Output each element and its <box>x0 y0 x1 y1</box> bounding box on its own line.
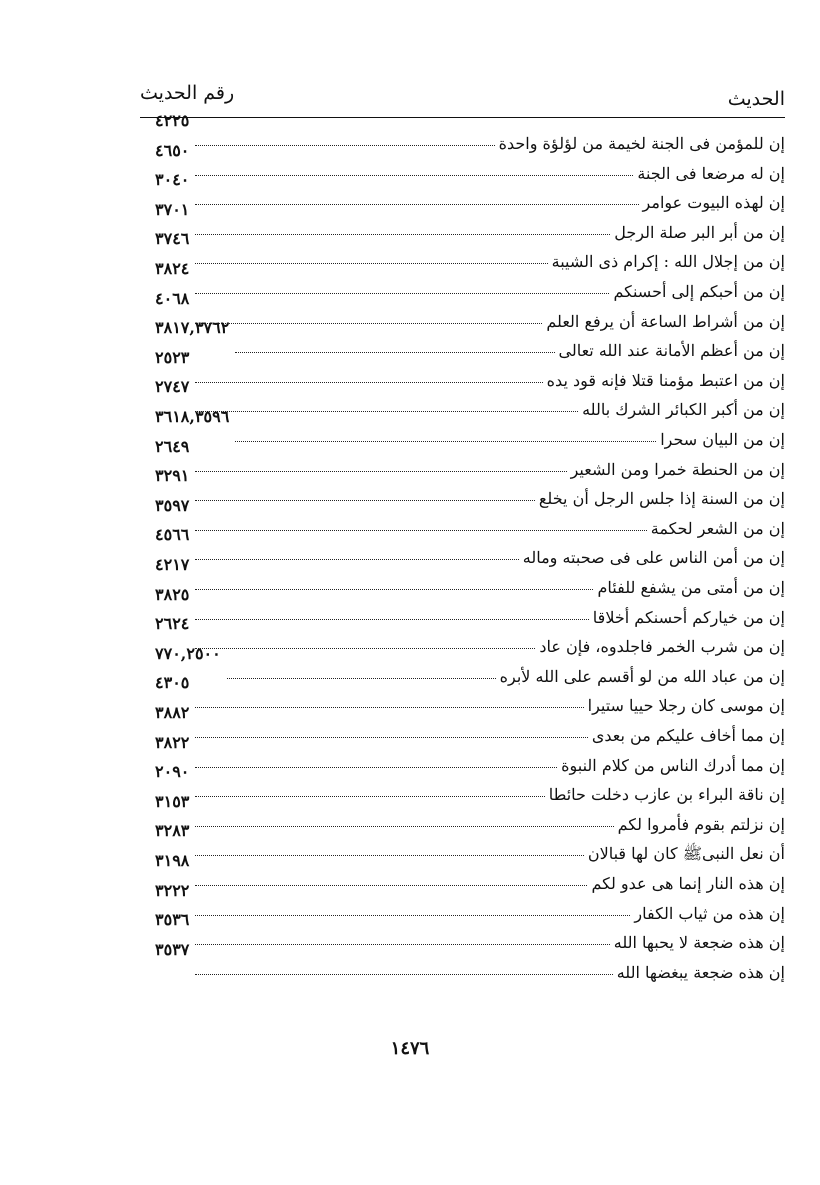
dot-leader <box>227 678 496 679</box>
index-entry <box>155 111 785 155</box>
dot-leader <box>195 471 566 472</box>
dot-leader <box>195 293 609 294</box>
hadith-number: ٣٧٤٦ <box>155 229 190 249</box>
hadith-text: إن من أبر البر صلة الرجل <box>614 222 785 242</box>
hadith-text: إن من أعظم الأمانة عند الله تعالى <box>558 341 785 361</box>
dot-leader <box>195 885 587 886</box>
page-number: ١٤٧٦ <box>390 1038 430 1059</box>
hadith-number: ٣١٩٨ <box>155 851 190 870</box>
dot-leader <box>195 559 518 560</box>
hadith-text: إن من اعتبط مؤمنا قتلا فإنه قود يده <box>546 370 785 390</box>
page-header <box>140 82 785 116</box>
hadith-text: إن نزلتم بقوم فأمروا لكم <box>617 814 785 834</box>
hadith-number: ٤٢١٧ <box>155 555 190 574</box>
dot-leader <box>195 707 583 708</box>
hadith-text: إن موسى كان رجلا حييا ستيرا <box>587 696 785 716</box>
hadith-text: إن هذه ضجعة يبغضها الله <box>616 962 785 982</box>
header-divider <box>140 117 785 118</box>
hadith-number: ٣٥٩٧ <box>155 495 190 515</box>
hadith-number: ٣٨٢٤ <box>155 259 190 278</box>
dot-leader <box>195 530 646 531</box>
hadith-number: ٣٨٢٥ <box>155 584 190 604</box>
hadith-text: إن من الحنطة خمرا ومن الشعير <box>570 459 785 479</box>
hadith-number: ٣٠٤٠ <box>155 170 190 190</box>
hadith-text: إن من أشراط الساعة أن يرفع العلم <box>546 311 785 331</box>
hadith-number: ٣٦١٨,٣٥٩٦ <box>155 407 230 426</box>
hadith-number: ٣٢٨٣ <box>155 821 190 841</box>
hadith-text: إن من شرب الخمر فاجلدوه، فإن عاد <box>539 637 785 657</box>
hadith-number: ٢٦٤٩ <box>155 436 190 456</box>
hadith-text: إن للمؤمن فى الجنة لخيمة من لؤلؤة واحدة <box>498 134 785 153</box>
hadith-text: إن ناقة البراء بن عازب دخلت حائطا <box>548 785 785 805</box>
dot-leader <box>235 441 656 442</box>
dot-leader <box>195 500 535 501</box>
dot-leader <box>195 323 542 324</box>
dot-leader <box>195 234 610 235</box>
dot-leader <box>235 352 554 353</box>
hadith-number: ٢٦٢٤ <box>155 614 190 634</box>
dot-leader <box>195 855 583 856</box>
hadith-number: ٧٧٠,٢٥٠٠ <box>155 643 221 663</box>
dot-leader <box>195 974 612 975</box>
dot-leader <box>195 796 544 797</box>
hadith-number: ٤٥٦٦ <box>155 525 190 545</box>
hadith-number: ٤٠٦٨ <box>155 288 190 308</box>
hadith-text: إن هذه ضجعة لا يحبها الله <box>613 933 785 953</box>
hadith-text: إن من خياركم أحسنكم أخلاقا <box>592 607 785 627</box>
dot-leader <box>195 648 535 649</box>
hadith-text: إن له مرضعا فى الجنة <box>637 163 785 183</box>
hadith-text: إن من السنة إذا جلس الرجل أن يخلع <box>538 489 785 509</box>
hadith-text: إن من أكبر الكبائر الشرك بالله <box>582 400 785 420</box>
hadith-number: ٤٣٠٥ <box>155 673 190 693</box>
hadith-number: ٢٠٩٠ <box>155 762 190 782</box>
hadith-text: إن مما أخاف عليكم من بعدى <box>591 726 785 745</box>
hadith-number: ٣٨٢٢ <box>155 732 190 752</box>
dot-leader <box>195 411 578 412</box>
hadith-number: ٣٨١٧,٣٧٦٢ <box>155 318 230 338</box>
hadith-text: إن من البيان سحرا <box>660 430 785 449</box>
dot-leader <box>195 826 613 827</box>
dot-leader <box>195 589 593 590</box>
dot-leader <box>195 175 633 176</box>
hadith-text: إن من الشعر لحكمة <box>650 518 785 538</box>
hadith-number: ٣٢٢٢ <box>155 880 190 900</box>
hadith-number: ٢٥٢٣ <box>155 347 190 367</box>
dot-leader <box>195 737 588 738</box>
hadith-number: ٣٢٩١ <box>155 466 190 486</box>
hadith-text: إن مما أدرك الناس من كلام النبوة <box>561 755 785 775</box>
hadith-text: إن من أمتى من يشفع للفئام <box>597 578 785 597</box>
hadith-text: إن لهذه البيوت عوامر <box>642 193 785 213</box>
hadith-text: إن من إجلال الله : إكرام ذى الشيبة <box>551 252 785 272</box>
hadith-number: ٢٧٤٧ <box>155 377 190 397</box>
hadith-number-column-label: رقم الحديث <box>140 82 235 104</box>
dot-leader <box>195 915 630 916</box>
hadith-number: ٣٨٨٢ <box>155 703 190 722</box>
hadith-text: إن من أحبكم إلى أحسنكم <box>613 282 785 301</box>
hadith-text: إن هذه من ثياب الكفار <box>634 903 785 923</box>
hadith-number: ٤٦٥٠ <box>155 140 190 160</box>
hadith-text: إن من أمن الناس على فى صحبته وماله <box>522 548 785 568</box>
hadith-number: ٣٥٣٧ <box>155 939 190 959</box>
dot-leader <box>195 382 542 383</box>
hadith-text: أن نعل النبىﷺ كان لها قبالان <box>587 844 785 864</box>
hadith-number: ٣٧٠١ <box>155 199 190 219</box>
hadith-column-label: الحديث <box>727 88 785 110</box>
hadith-number: ٣٥٣٦ <box>155 910 190 930</box>
hadith-number: ٤٢٢٥ <box>155 111 190 130</box>
hadith-text: إن هذه النار إنما هى عدو لكم <box>591 874 785 893</box>
hadith-text: إن من عباد الله من لو أقسم على الله لأبره <box>499 666 785 686</box>
dot-leader <box>195 204 638 205</box>
dot-leader <box>195 767 557 768</box>
dot-leader <box>195 263 547 264</box>
dot-leader <box>195 619 588 620</box>
hadith-number: ٣١٥٣ <box>155 791 190 811</box>
dot-leader <box>195 944 609 945</box>
dot-leader <box>195 145 494 146</box>
